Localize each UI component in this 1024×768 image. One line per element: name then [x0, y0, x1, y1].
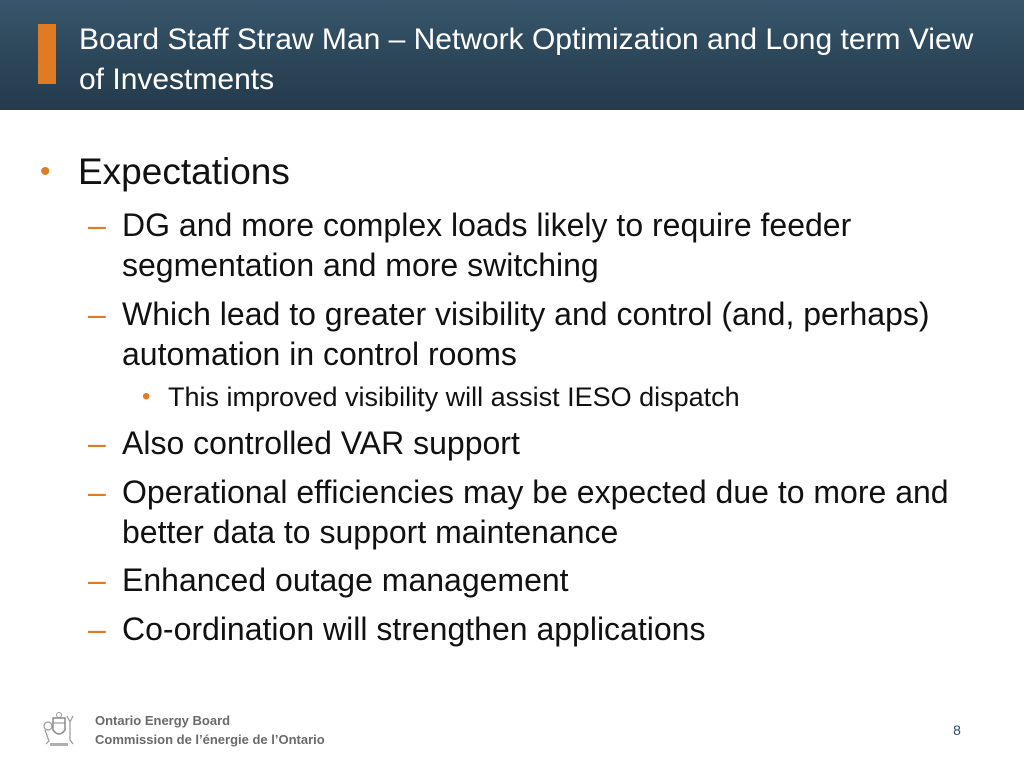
bullet-marker: • — [142, 383, 151, 410]
dash-marker: – — [88, 425, 106, 461]
bullet-text: DG and more complex loads likely to require feeder segmentation and more switching — [122, 207, 852, 283]
bullet-text: Expectations — [78, 151, 290, 192]
dash-marker: – — [88, 562, 106, 598]
bullet-text: Co-ordination will strengthen applications — [122, 611, 706, 647]
footer-org-name-en: Ontario Energy Board — [95, 713, 231, 728]
bullet-text: Also controlled VAR support — [122, 425, 520, 461]
bullet-text: Which lead to greater visibility and control (and, perhaps) automation in control rooms — [122, 296, 930, 372]
slide-header — [0, 0, 1024, 110]
bullet-marker: • — [40, 155, 51, 188]
bullet-text: This improved visibility will assist IESO dispatch — [168, 382, 740, 412]
footer-org-name-fr: Commission de l’énergie de l’Ontario — [95, 732, 325, 747]
slide-title: Board Staff Straw Man – Network Optimization and Long term View of Investments — [79, 23, 974, 96]
dash-marker: – — [88, 207, 106, 243]
ontario-coat-of-arms-icon — [40, 710, 78, 748]
page-number: 8 — [953, 722, 961, 738]
bullet-text: Enhanced outage management — [122, 562, 569, 598]
dash-marker: – — [88, 296, 106, 332]
dash-marker: – — [88, 611, 106, 647]
dash-marker: – — [88, 474, 106, 510]
bullet-text: Operational efficiencies may be expected due to more and better data to support maintenance — [122, 474, 949, 550]
header-accent-bar — [38, 24, 56, 84]
